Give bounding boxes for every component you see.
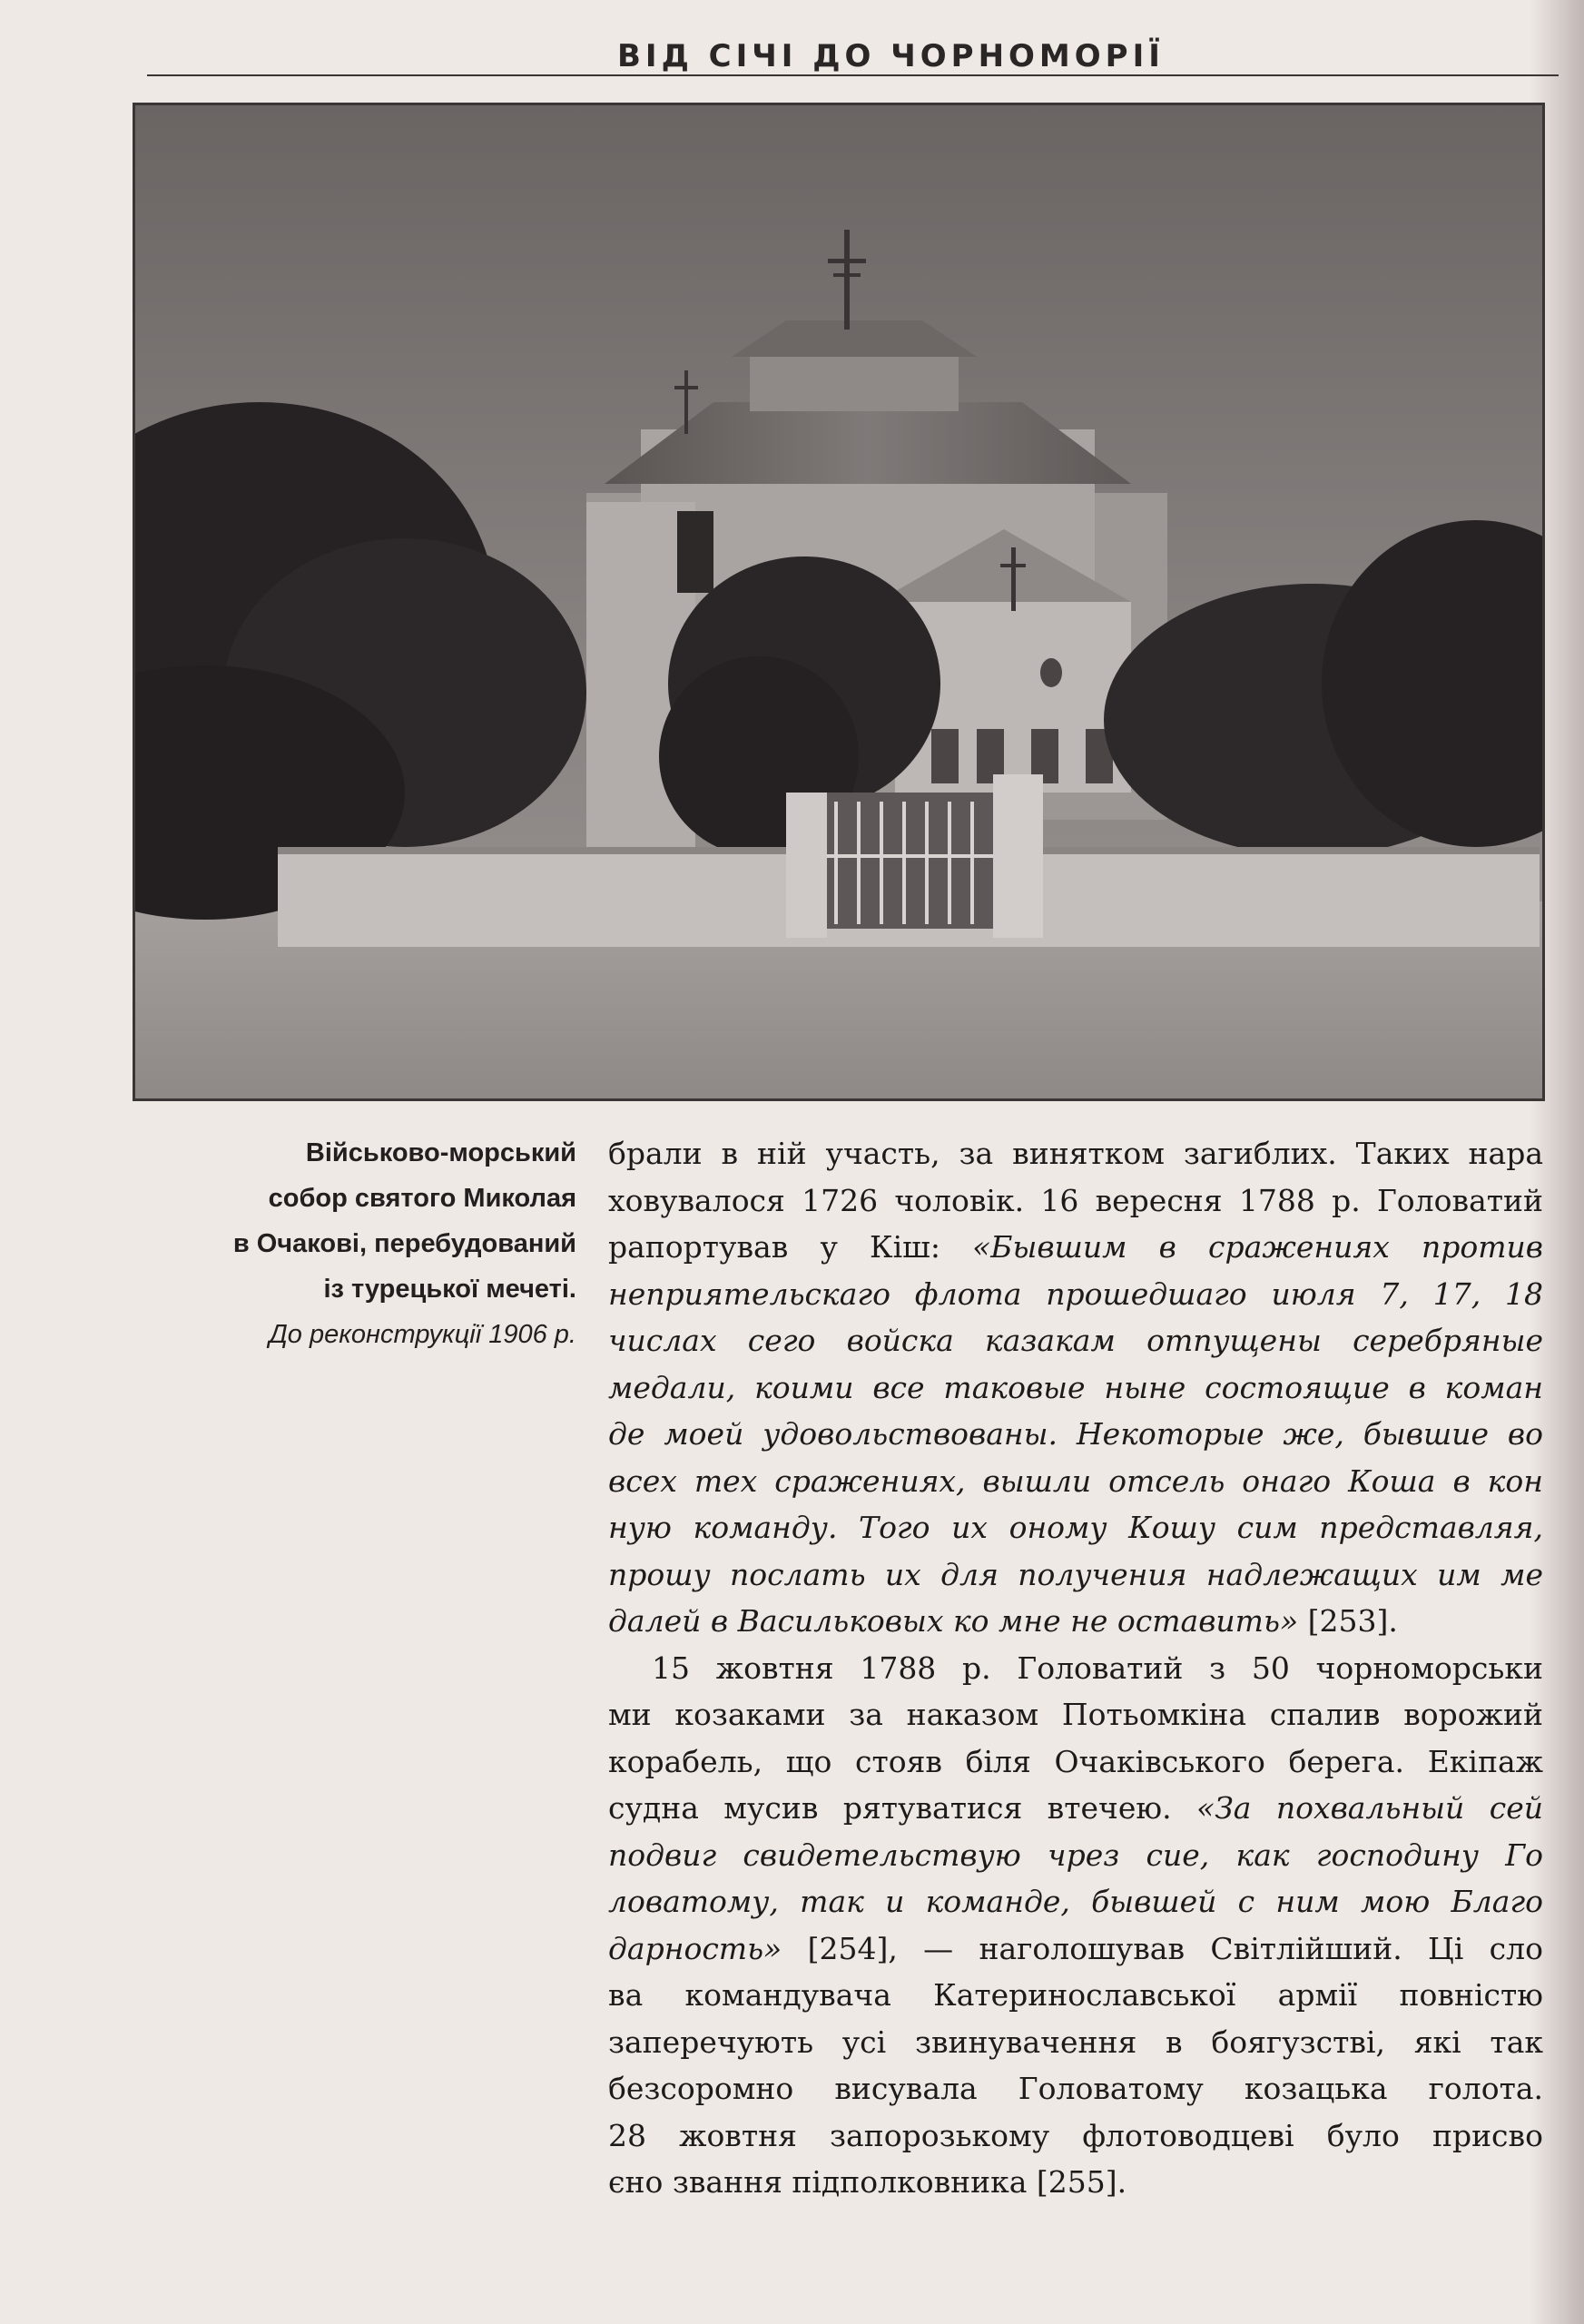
text-line: [608, 1878, 1543, 1925]
header-rule: [147, 74, 1559, 76]
text-line: корабель, що стояв біля Очаківського берега. Екіпаж: [608, 1743, 1543, 1779]
text-line: [608, 1598, 1543, 1645]
figure-caption: [163, 1130, 576, 1357]
text-span: [254], — наголошував Світлійший. Ці сло: [782, 1930, 1543, 1966]
text-line: ховувалося 1726 чоловік. 16 вересня 1788 р. Головатий: [608, 1182, 1543, 1218]
text-line: [608, 1925, 1543, 1973]
caption-line: із турецької мечеті.: [323, 1275, 576, 1304]
text-line: [608, 1785, 1543, 1832]
text-line: [608, 1317, 1543, 1364]
text-line: [608, 1271, 1543, 1318]
text-line: [608, 1551, 1543, 1599]
text-line: ми козаками за наказом Потьомкіна спалив ворожий: [608, 1697, 1543, 1732]
text-line: заперечують усі звинувачення в боягузстві, які так: [608, 2024, 1543, 2060]
quote-span: медали, коими все таковые ныне состоящие в коман: [608, 1369, 1543, 1405]
text-line: безсоромно висувала Головатому козацька голота.: [608, 2071, 1543, 2106]
text-line: [608, 1364, 1543, 1412]
text-span: судна мусив рятуватися втечею.: [608, 1790, 1197, 1826]
caption-line: в Очакові, перебудований: [232, 1229, 576, 1258]
running-header: ВІД СІЧІ ДО ЧОРНОМОРІЇ: [617, 38, 1165, 74]
text-span: рапортував у Кіш:: [608, 1229, 973, 1265]
cathedral-photo: [133, 103, 1545, 1101]
quote-span: всех тех сражениях, вышли отсель онаго Коша в кон: [608, 1462, 1543, 1499]
text-line: [608, 1832, 1543, 1879]
text-line: [608, 1224, 1543, 1271]
quote-span: дарность»: [608, 1930, 782, 1966]
caption-date: До реконструкції 1906 р.: [269, 1320, 576, 1349]
text-line: [608, 1504, 1543, 1551]
text-line: брали в ній участь, за винятком загиблих. Таких нара: [608, 1136, 1543, 1171]
quote-span: числах сего войска казакам отпущены серебряные: [608, 1323, 1543, 1358]
quote-span: далей в Васильковых ко мне не оставить»: [608, 1603, 1299, 1639]
quote-span: подвиг свидетельствую чрез сие, как господину Го: [608, 1837, 1543, 1873]
quote-span: неприятельскаго флота прошедшаго июля 7, 17, 18: [608, 1275, 1543, 1312]
quote-span: «Бывшим в сражениях против: [972, 1229, 1543, 1265]
quote-span: ловатому, так и команде, бывшей с ним мою Благо: [608, 1884, 1543, 1919]
quote-span: де моей удовольствованы. Некоторые же, бывшие во: [608, 1416, 1543, 1452]
text-line: [608, 1411, 1543, 1458]
text-line: єно звання підполковника [255].: [608, 2164, 1127, 2200]
text-line: [608, 1458, 1543, 1505]
caption-line: Військово-морський: [305, 1138, 576, 1167]
quote-span: ную команду. Того их оному Кошу сим представляя,: [608, 1510, 1543, 1545]
citation-span: [253].: [1298, 1603, 1398, 1639]
quote-span: прошу послать их для получения надлежащих им ме: [608, 1556, 1543, 1592]
text-line: ва командувача Катеринославської армії повністю: [608, 1977, 1543, 2013]
text-line: 28 жовтня запорозькому флотоводцеві було присво: [608, 2117, 1543, 2153]
text-line: 15 жовтня 1788 р. Головатий з 50 чорноморськи: [652, 1649, 1543, 1686]
quote-span: «За похвальный сей: [1196, 1790, 1543, 1826]
body-text: [608, 1130, 1543, 2206]
caption-line: собор святого Миколая: [268, 1184, 576, 1213]
